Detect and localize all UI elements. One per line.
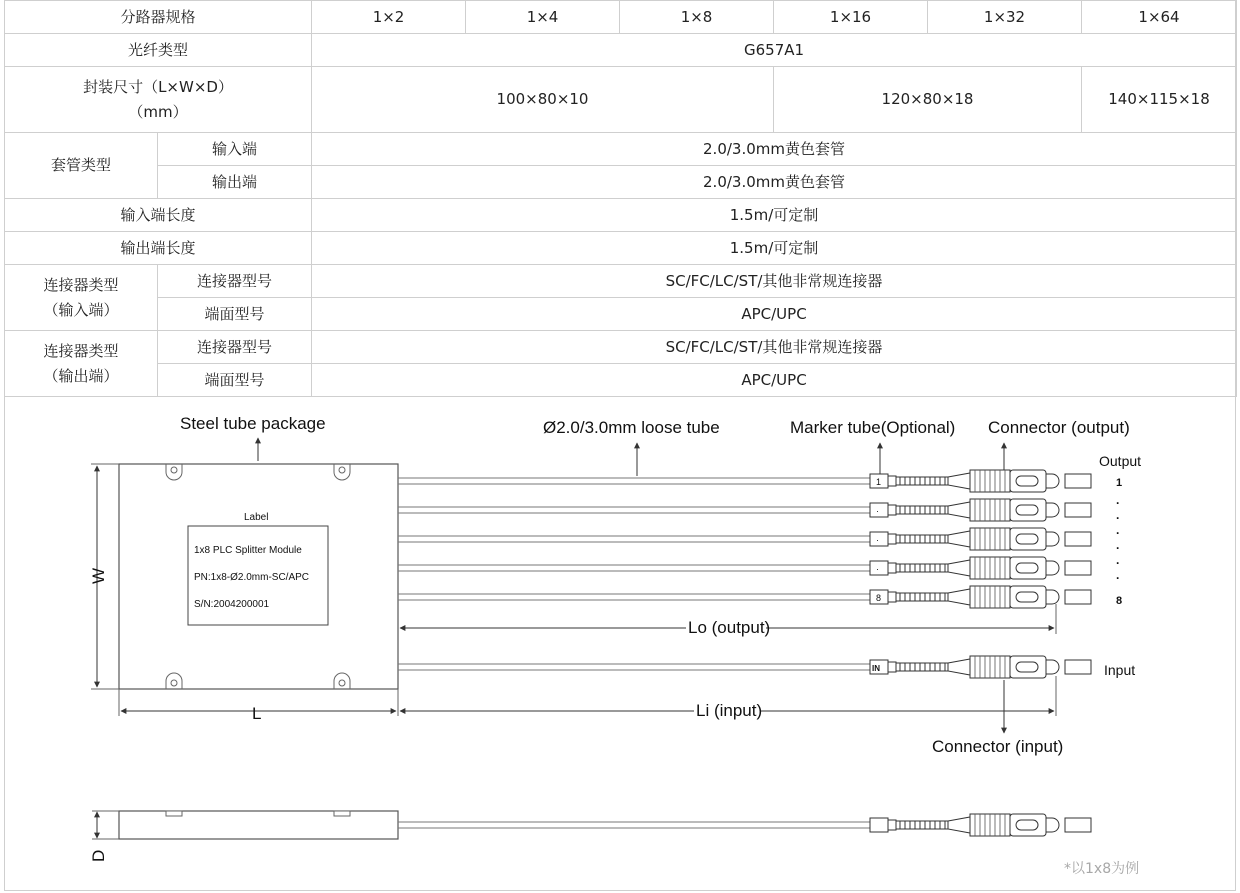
footnote: *以1x8为例 xyxy=(1064,861,1140,877)
cell-value: 2.0/3.0mm黄色套管 xyxy=(312,166,1237,199)
output-dot: · xyxy=(1116,496,1120,510)
cell-value: 2.0/3.0mm黄色套管 xyxy=(312,133,1237,166)
row-connector-input-endface xyxy=(5,298,1237,331)
output-dot: · xyxy=(1116,571,1120,585)
cell-sublabel: 端面型号 xyxy=(158,298,312,331)
cell-value: 100×80×10 xyxy=(312,67,774,133)
sc-connector xyxy=(870,470,1091,492)
sc-connector xyxy=(870,499,1091,521)
cell-sublabel: 输出端 xyxy=(158,166,312,199)
row-connector-input-model xyxy=(5,265,1237,298)
package-size-unit: （mm） xyxy=(128,102,188,121)
connector-input-callout: Connector (input) xyxy=(932,737,1064,756)
cell-sublabel: 输入端 xyxy=(158,133,312,166)
input-label: Input xyxy=(1104,662,1136,678)
label-title: Label xyxy=(244,512,269,523)
side-view-body xyxy=(119,811,398,839)
row-package-size xyxy=(5,67,1237,133)
cell-value: SC/FC/LC/ST/其他非常规连接器 xyxy=(312,331,1237,364)
marker-dot: · xyxy=(876,506,879,516)
marker-first: 1 xyxy=(876,477,882,487)
sc-connector xyxy=(870,528,1091,550)
cell-value: 1×16 xyxy=(774,1,928,34)
output-dot: · xyxy=(1116,526,1120,540)
cell-value: 1×32 xyxy=(928,1,1082,34)
cell-label: 输入端长度 xyxy=(5,199,312,232)
lo-dimension-label: Lo (output) xyxy=(688,618,771,637)
cell-value: 1×4 xyxy=(466,1,620,34)
connector-output-callout: Connector (output) xyxy=(988,418,1130,437)
cell-value: APC/UPC xyxy=(312,298,1237,331)
sc-connector xyxy=(870,557,1091,579)
cell-value: 140×115×18 xyxy=(1082,67,1237,133)
output-last: 8 xyxy=(1116,595,1123,607)
cell-label: 输出端长度 xyxy=(5,232,312,265)
cell-value: 120×80×18 xyxy=(774,67,1082,133)
row-fiber-type xyxy=(5,34,1237,67)
w-dimension-label: W xyxy=(89,567,108,584)
output-fibers xyxy=(398,478,870,670)
splitter-drawing xyxy=(0,397,1240,867)
sc-connector xyxy=(870,656,1091,678)
spec-table xyxy=(4,0,1237,397)
marker-dot: · xyxy=(876,564,879,574)
cell-label: 套管类型 xyxy=(5,133,158,199)
package-size-label: 封装尺寸（L×W×D） xyxy=(83,77,233,96)
marker-tube-callout: Marker tube(Optional) xyxy=(790,418,956,437)
cell-label xyxy=(5,67,312,133)
row-tube-type-output xyxy=(5,166,1237,199)
output-title: Output xyxy=(1099,453,1142,469)
d-dimension-label: D xyxy=(89,849,108,862)
row-connector-output-endface xyxy=(5,364,1237,397)
output-first: 1 xyxy=(1116,477,1123,489)
cell-label: 分路器规格 xyxy=(5,1,312,34)
label-line: 1x8 PLC Splitter Module xyxy=(194,545,302,556)
l-dimension-label: L xyxy=(252,704,262,723)
output-dot: · xyxy=(1116,511,1120,525)
cell-value: SC/FC/LC/ST/其他非常规连接器 xyxy=(312,265,1237,298)
li-dimension-label: Li (input) xyxy=(696,701,763,720)
row-connector-output-model xyxy=(5,331,1237,364)
cell-sublabel: 端面型号 xyxy=(158,364,312,397)
label-line: S/N:2004200001 xyxy=(194,599,270,610)
row-input-length xyxy=(5,199,1237,232)
marker-input: IN xyxy=(872,664,880,673)
cell-label: 连接器类型 （输出端） xyxy=(5,331,158,397)
steel-tube-callout: Steel tube package xyxy=(180,414,326,433)
cell-value: APC/UPC xyxy=(312,364,1237,397)
cell-label: 光纤类型 xyxy=(5,34,312,67)
row-output-length xyxy=(5,232,1237,265)
cell-value: 1×2 xyxy=(312,1,466,34)
sc-connector xyxy=(870,586,1091,608)
marker-last: 8 xyxy=(876,593,882,603)
marker-dot: · xyxy=(876,535,879,545)
output-dot: · xyxy=(1116,541,1120,555)
loose-tube-callout: Ø2.0/3.0mm loose tube xyxy=(543,418,720,437)
cell-value: 1×8 xyxy=(620,1,774,34)
sc-connector xyxy=(870,814,1091,836)
cell-value: 1.5m/可定制 xyxy=(312,232,1237,265)
cell-label: 连接器类型 （输入端） xyxy=(5,265,158,331)
cell-sublabel: 连接器型号 xyxy=(158,265,312,298)
cell-value: 1×64 xyxy=(1082,1,1237,34)
output-dot: · xyxy=(1116,556,1120,570)
cell-value: G657A1 xyxy=(312,34,1237,67)
row-splitter-spec xyxy=(5,1,1237,34)
label-line: PN:1x8-Ø2.0mm-SC/APC xyxy=(194,572,310,583)
cell-sublabel: 连接器型号 xyxy=(158,331,312,364)
cell-value: 1.5m/可定制 xyxy=(312,199,1237,232)
row-tube-type-input xyxy=(5,133,1237,166)
